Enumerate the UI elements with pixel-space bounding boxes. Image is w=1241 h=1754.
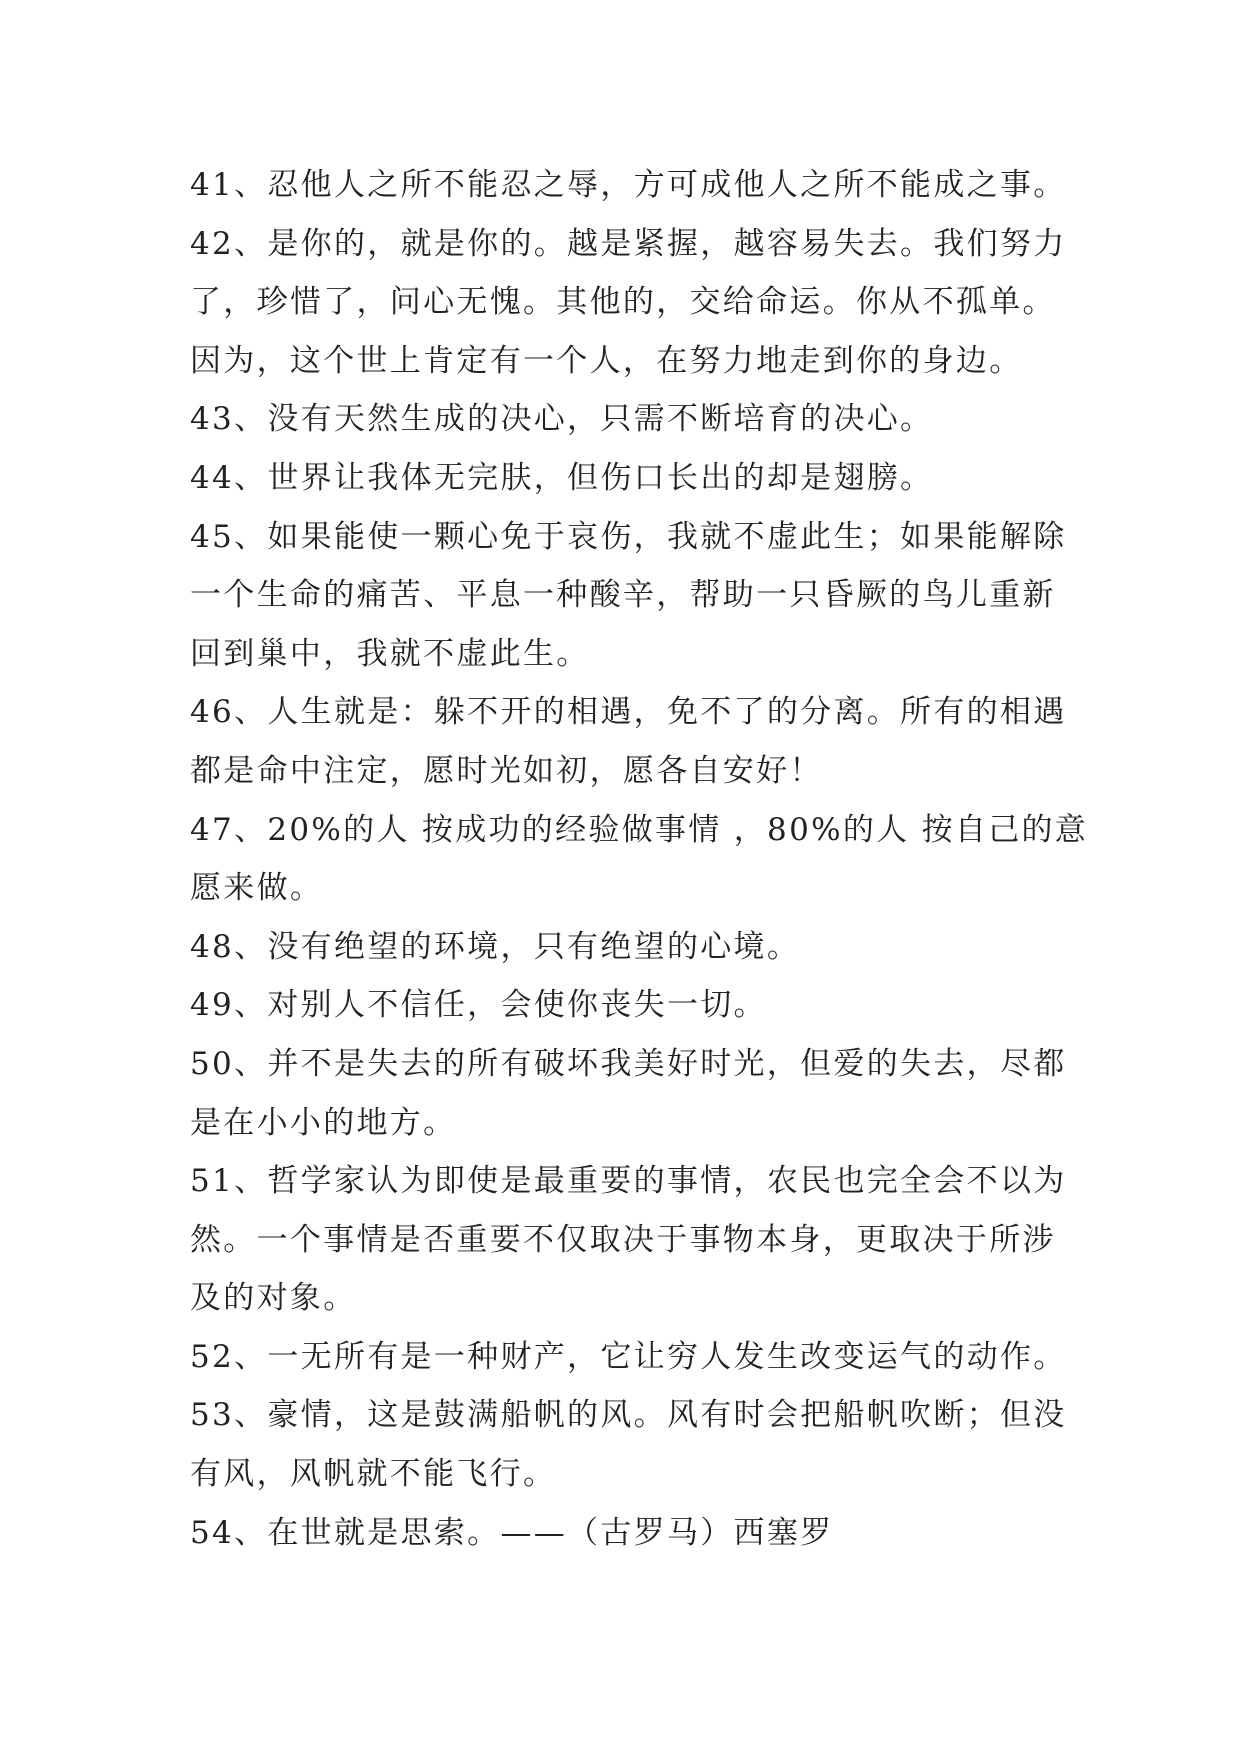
- text-line: 回到巢中，我就不虚此生。: [190, 635, 590, 672]
- text-line: 48、没有绝望的环境，只有绝望的心境。: [190, 928, 801, 965]
- text-line: 了，珍惜了，问心无愧。其他的，交给命运。你从不孤单。: [190, 284, 1056, 321]
- text-line: 51、哲学家认为即使是最重要的事情，农民也完全会不以为: [190, 1163, 1067, 1200]
- text-line: 42、是你的，就是你的。越是紧握，越容易失去。我们努力: [190, 225, 1067, 262]
- text-line: 52、一无所有是一种财产，它让穷人发生改变运气的动作。: [190, 1338, 1067, 1375]
- text-line: 有风，风帆就不能飞行。: [190, 1456, 557, 1493]
- text-line: 49、对别人不信任，会使你丧失一切。: [190, 987, 767, 1024]
- text-line: 54、在世就是思索。——（古罗马）西塞罗: [190, 1514, 834, 1551]
- text-line: 是在小小的地方。: [190, 1104, 457, 1141]
- text-line: 都是命中注定，愿时光如初，愿各自安好！: [190, 752, 823, 789]
- text-line: 44、世界让我体无完肤，但伤口长出的却是翅膀。: [190, 459, 934, 496]
- text-line: 45、如果能使一颗心免于哀伤，我就不虚此生；如果能解除: [190, 518, 1067, 555]
- text-line: 然。一个事情是否重要不仅取决于事物本身，更取决于所涉: [190, 1221, 1056, 1258]
- text-line: 43、没有天然生成的决心，只需不断培育的决心。: [190, 401, 934, 438]
- text-line: 因为，这个世上肯定有一个人，在努力地走到你的身边。: [190, 342, 1023, 379]
- text-line: 一个生命的痛苦、平息一种酸辛，帮助一只昏厥的鸟儿重新: [190, 577, 1056, 614]
- text-line: 愿来做。: [190, 870, 324, 907]
- text-line: 及的对象。: [190, 1280, 357, 1317]
- text-line: 47、20%的人 按成功的经验做事情 ，80%的人 按自己的意: [190, 811, 1089, 848]
- quote-text-block: [190, 156, 1089, 1562]
- text-line: 53、豪情，这是鼓满船帆的风。风有时会把船帆吹断；但没: [190, 1397, 1067, 1434]
- text-line: 46、人生就是：躲不开的相遇，免不了的分离。所有的相遇: [190, 694, 1067, 731]
- text-line: 41、忍他人之所不能忍之辱，方可成他人之所不能成之事。: [190, 167, 1067, 203]
- text-line: 50、并不是失去的所有破坏我美好时光，但爱的失去，尽都: [190, 1045, 1067, 1082]
